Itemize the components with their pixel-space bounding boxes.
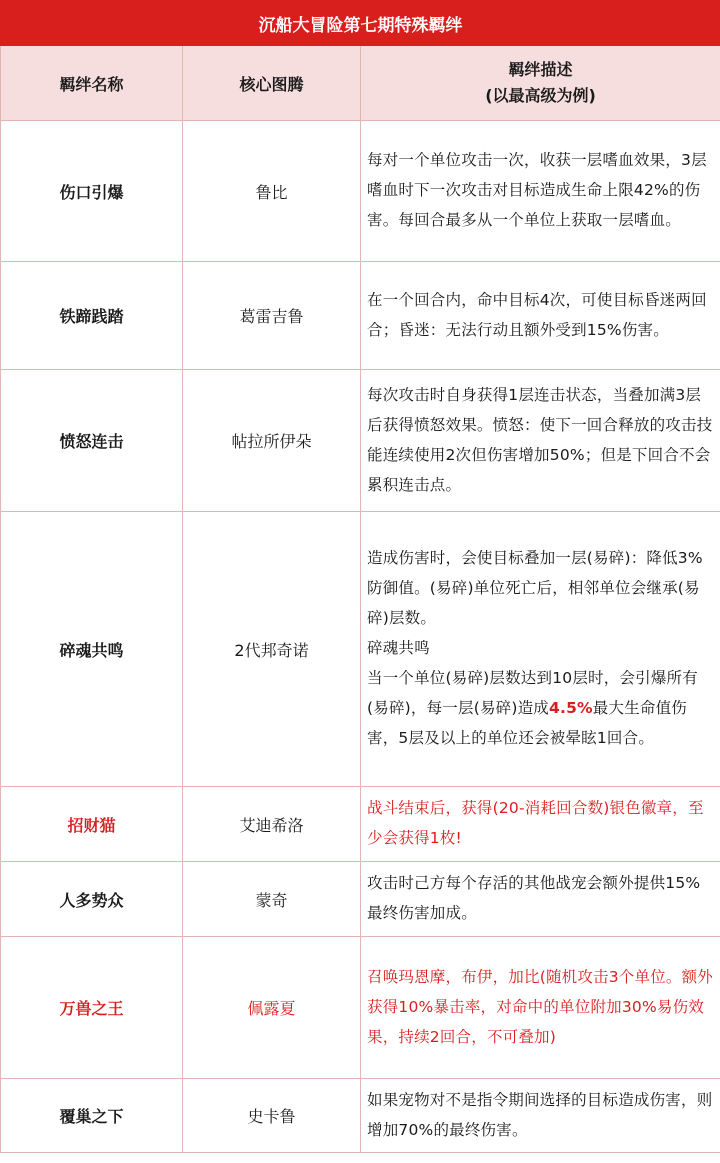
header-name: 羁绊名称: [1, 46, 183, 121]
table-row: [1, 787, 720, 862]
header-desc-line1: 羁绊描述: [508, 60, 573, 79]
bond-name: 覆巢之下: [1, 1079, 183, 1153]
table-row: [1, 1079, 720, 1153]
table-row: [1, 937, 720, 1079]
bond-name: 招财猫: [1, 787, 183, 862]
header-totem: 核心图腾: [183, 46, 361, 121]
description-paragraph: [367, 663, 714, 753]
header-row: [1, 46, 720, 121]
bond-name: 伤口引爆: [1, 121, 183, 262]
core-totem: 艾迪希洛: [183, 787, 361, 862]
highlight-value: 4.5%: [549, 699, 593, 717]
core-totem: 佩露夏: [183, 937, 361, 1079]
description-subtitle: 碎魂共鸣: [367, 639, 430, 657]
bond-description: 每次攻击时自身获得1层连击状态，当叠加满3层后获得愤怒效果。愤怒：使下一回合释放的攻击技能连续使用2次但伤害增加50%；但是下回合不会累积连击点。: [361, 370, 720, 512]
table-row: [1, 862, 720, 937]
header-desc-line2: (以最高级为例): [485, 86, 596, 105]
bond-description: 如果宠物对不是指令期间选择的目标造成伤害，则增加70%的最终伤害。: [361, 1079, 720, 1153]
title-row: [1, 1, 720, 46]
table-row: [1, 370, 720, 512]
bond-description: 攻击时己方每个存活的其他战宠会额外提供15%最终伤害加成。: [361, 862, 720, 937]
core-totem: 史卡鲁: [183, 1079, 361, 1153]
description-paragraph: 造成伤害时，会使目标叠加一层(易碎)：降低3%防御值。(易碎)单位死亡后，相邻单位会继承(易碎)层数。: [367, 549, 703, 627]
bond-name: 万兽之王: [1, 937, 183, 1079]
bond-description: [361, 512, 720, 787]
description-text: 最大生命值伤害，5层及以上的单位还会被晕眩1回合。: [367, 699, 687, 747]
bond-description: 在一个回合内，命中目标4次，可使目标昏迷两回合；昏迷：无法行动且额外受到15%伤害。: [361, 262, 720, 370]
table-row: [1, 121, 720, 262]
table-title: 沉船大冒险第七期特殊羁绊: [1, 1, 720, 46]
header-desc: [361, 46, 720, 121]
bond-name: 碎魂共鸣: [1, 512, 183, 787]
description-text: 当一个单位(易碎)层数达到10层时，会引爆所有(易碎)，每一层(易碎)造成: [367, 669, 698, 717]
bond-name: 愤怒连击: [1, 370, 183, 512]
table-row: [1, 262, 720, 370]
core-totem: 葛雷吉鲁: [183, 262, 361, 370]
bond-name: 人多势众: [1, 862, 183, 937]
bond-description: 召唤玛恩摩，布伊，加比(随机攻击3个单位。额外获得10%暴击率，对命中的单位附加30%易伤效果，持续2回合，不可叠加): [361, 937, 720, 1079]
core-totem: 帖拉所伊朵: [183, 370, 361, 512]
table-row: [1, 512, 720, 787]
bond-description: 战斗结束后，获得(20-消耗回合数)银色徽章，至少会获得1枚!: [361, 787, 720, 862]
bond-name: 铁蹄践踏: [1, 262, 183, 370]
core-totem: 2代邦奇诺: [183, 512, 361, 787]
core-totem: 鲁比: [183, 121, 361, 262]
bond-description: 每对一个单位攻击一次，收获一层嗜血效果，3层嗜血时下一次攻击对目标造成生命上限42%的伤害。每回合最多从一个单位上获取一层嗜血。: [361, 121, 720, 262]
core-totem: 蒙奇: [183, 862, 361, 937]
